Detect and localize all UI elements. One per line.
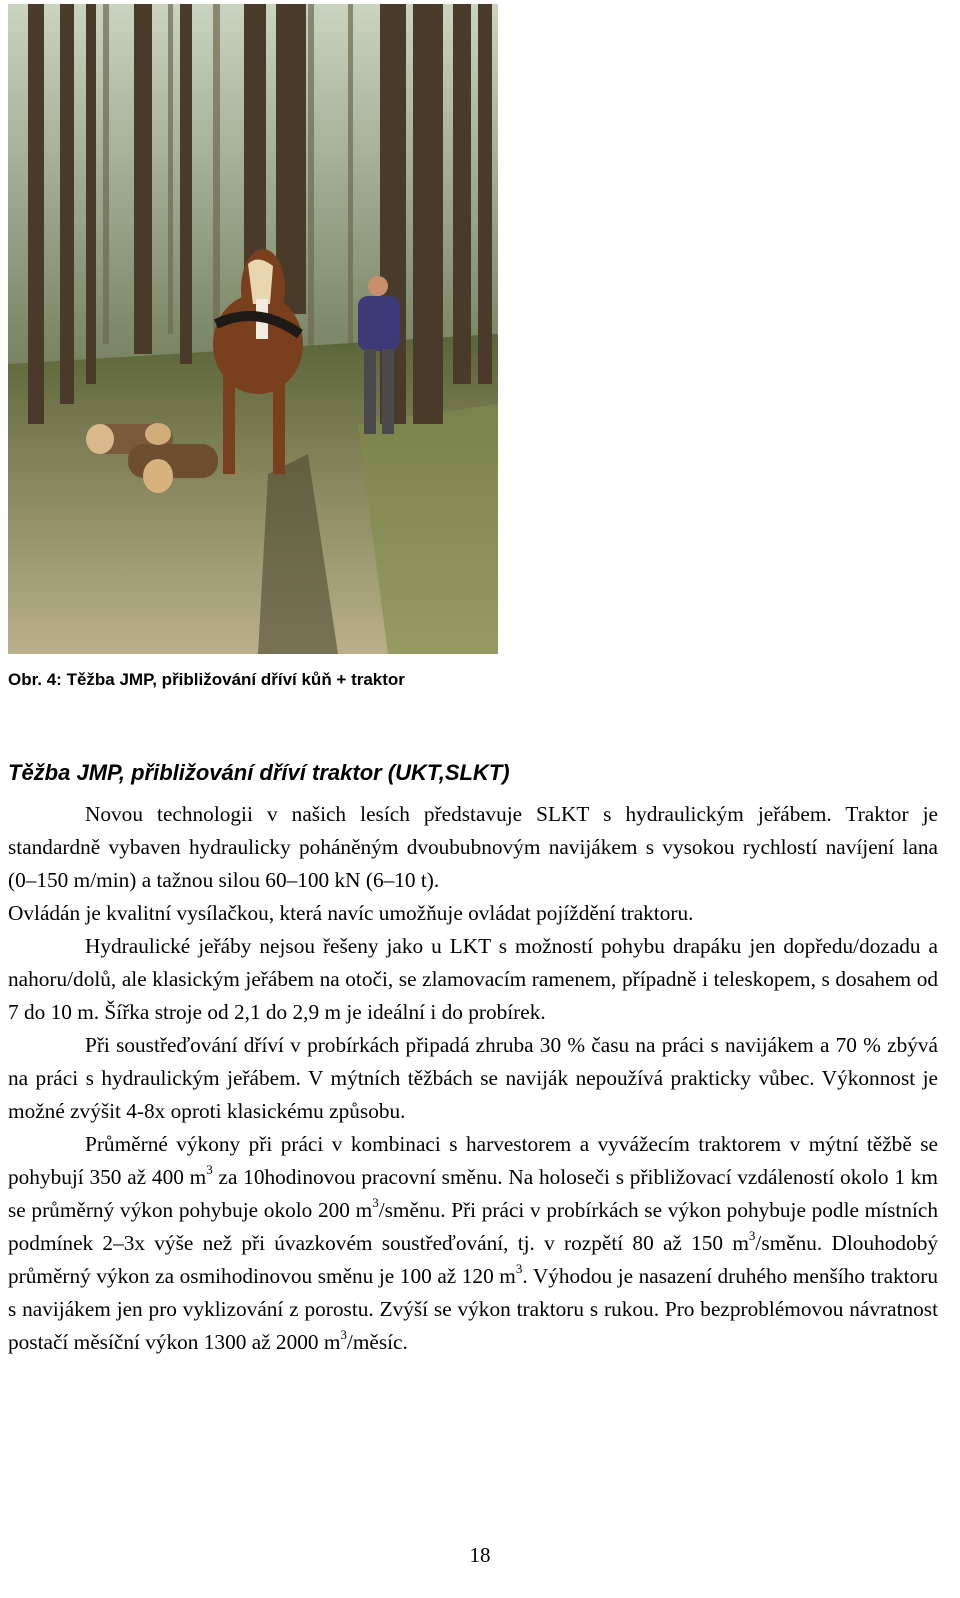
p4-part-e: . Výhodou je nasazení druhého menšího traktoru s navijákem jen pro vyklizování z porostu. Zvýší se výkon traktoru s rukou. Pro bezproblémovou návratnost postačí měsíční výkon 1300 až 2000 m: [8, 1264, 938, 1354]
page-number: 18: [469, 1543, 491, 1567]
paragraph-4: [8, 1128, 938, 1359]
superscript-3: 3: [206, 1161, 213, 1177]
superscript-3: 3: [340, 1326, 347, 1342]
p4-part-a: Průměrné výkony při práci v kombinaci s harvestorem a vyvážecím traktorem v mýtní těžbě se pohybují 350 až 400 m: [8, 1132, 938, 1189]
paragraph-2: Hydraulické jeřáby nejsou řešeny jako u LKT s možností pohybu drapáku jen dopředu/dozadu a nahoru/dolů, ale klasickým jeřábem na otoči, se zlamovacím ramenem, případně i teleskopem, s dosahem od 7 do 10 m. Šířka stroje od 2,1 do 2,9 m je ideální i do probírek.: [8, 934, 938, 1024]
horse-logging-image: [8, 4, 498, 654]
body-text: [8, 798, 938, 1359]
p4-part-d: /směnu. Dlouhodobý průměrný výkon za osmihodinovou směnu je 100 až 120 m: [8, 1231, 938, 1288]
paragraph-3: Při soustřeďování dříví v probírkách připadá zhruba 30 % času na práci s navijákem a 70 % zbývá na práci s hydraulickým jeřábem. V mýtních těžbách se naviják nepoužívá prakticky vůbec. Výkonnost je možné zvýšit 4-8x oproti klasickému způsobu.: [8, 1033, 938, 1123]
forest-photo: [8, 4, 498, 654]
paragraph-1: Novou technologii v našich lesích představuje SLKT s hydraulickým jeřábem. Traktor je standardně vybaven hydraulicky poháněným dvoububnovým navijákem s vysokou rychlostí navíjení lana (0–150 m/min) a tažnou silou 60–100 kN (6–10 t).: [8, 802, 938, 892]
section-heading: Těžba JMP, přibližování dříví traktor (UKT,SLKT): [8, 760, 510, 785]
superscript-3: 3: [748, 1227, 756, 1243]
paragraph-1-continued: Ovládán je kvalitní vysílačkou, která navíc umožňuje ovládat pojíždění traktoru.: [8, 901, 694, 925]
figure-caption: Obr. 4: Těžba JMP, přibližování dříví kůň + traktor: [8, 670, 405, 689]
p4-part-c: /směnu. Při práci v probírkách se výkon pohybuje podle místních podmínek 2–3x výše než při úvazkovém soustřeďování, tj. v rozpětí 80 až 150 m: [8, 1198, 938, 1255]
superscript-3: 3: [515, 1260, 523, 1276]
superscript-3: 3: [372, 1194, 379, 1210]
p4-part-b: za 10hodinovou pracovní směnu. Na holoseči s přibližovací vzdáleností okolo 1 km se průměrný výkon pohybuje okolo 200 m: [8, 1165, 938, 1222]
p4-part-f: /měsíc.: [346, 1330, 408, 1354]
